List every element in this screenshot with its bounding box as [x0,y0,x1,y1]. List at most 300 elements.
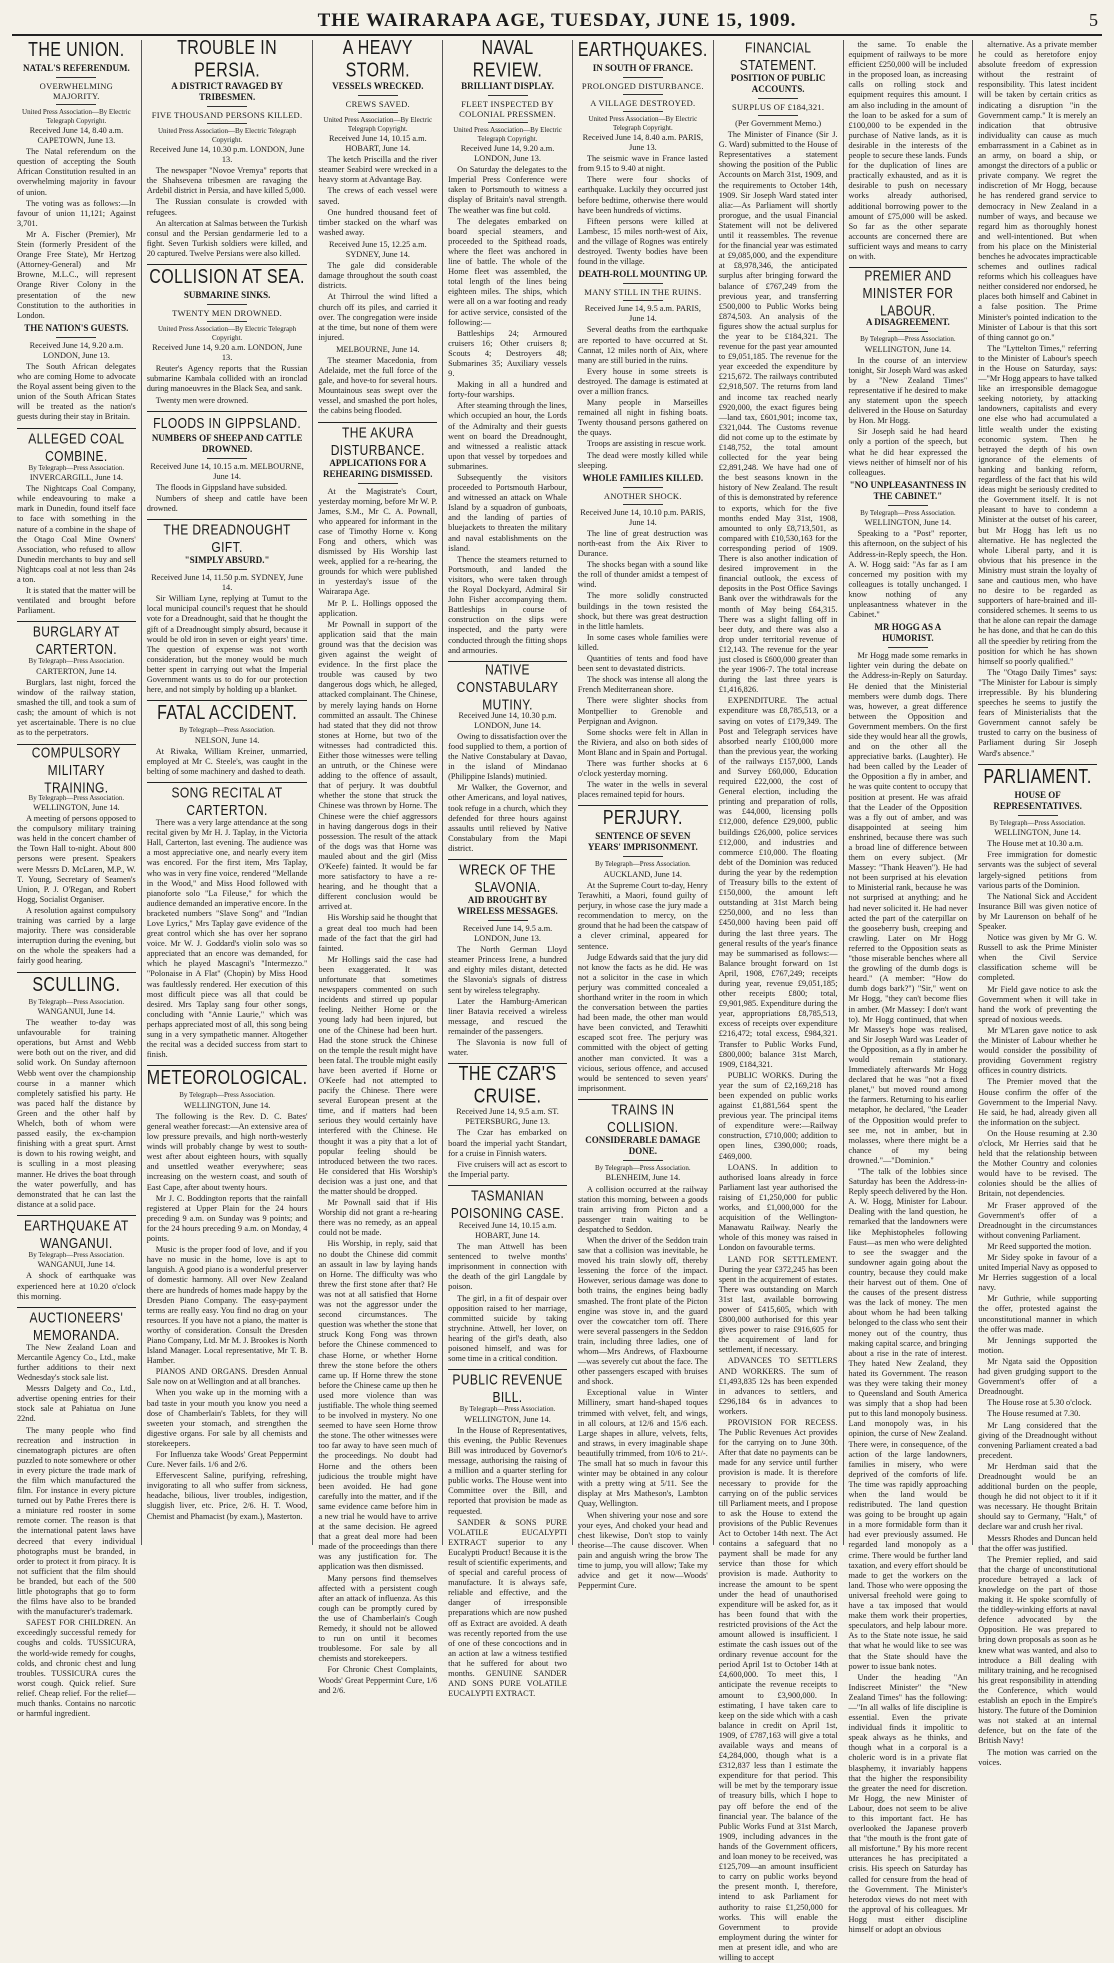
article-paragraph: Owing to dissatisfaction over the food supplied to them, a portion of the Native Constabulary at Davao, in the island of Mindanao (Philippine Islands) mutinied. [448,731,567,782]
article [17,39,136,321]
article-divider [578,805,708,806]
article [147,1065,308,1521]
column-7 [844,40,974,1935]
article-headline: PERJURY. [602,808,683,830]
article-paragraph: At the Supreme Court to-day, Henry Terawhiti, a Maori, found guilty of perjury, in whose case the jury made a recommendation to mercy, on the ground that he had been the catspaw of a clever criminal, appeared for sentence. [577,880,708,951]
article-paragraph: Mr M'Laren gave notice to ask the Minister of Labour whether he would consider the possibility of providing Government registry offices in country districts. [978,1025,1097,1076]
article-dateline: Received June 14, 9.5 a.m. ST. PETERSBURG, June 13. [456,1107,559,1127]
article-paragraph: One hundred thousand feet of timber stacked on the wharf was washed away. [318,207,438,237]
article [17,1307,136,1719]
article-paragraph: ADVANCES TO SETTLERS AND WORKERS. The sum of £1,493,835 12s has been expended in advances to settlers, and £296,184 6s in advances to workers. [718,1356,838,1416]
article-dateline: (Per Government Memo.) [735,119,822,128]
short-rule [623,283,663,284]
article-paragraph: The gale did considerable damage throughout the south coast districts. [318,261,438,291]
article-paragraph: The South African delegates who are coming Home to advocate the Royal assent being given to the union of the South African States will be treated as the nation's guests during their stay in Britain. [17,361,136,422]
article-paragraph: Messrs Dalgety and Co., Ltd., advertise opening entries for their stock sale at Pahiatua on June 22nd. [17,1384,136,1424]
article-subhead: SURPLUS OF £184,321. [731,102,825,112]
article-subhead: PROLONGED DISTURBANCE. [581,81,704,91]
article-paragraph: Free immigration for domestic servants was the subject of several largely-signed petitions from various parts of the Dominion. [978,850,1097,890]
article-paragraph: A resolution against compulsory training was carried by a large majority. There was considerable interruption during the evening, but on the whole the speakers had a fairly good hearing. [17,905,136,966]
column-8 [973,40,1102,1767]
article-paragraph: A collision occurred at the railway station this morning, between a goods train arriving from Picton and a passenger train waiting to be despatched to Seddon. [577,1184,708,1234]
article-paragraph: A shock of earthquake was experienced here at 10.20 o'clock this morning. [17,1271,136,1301]
article-divider [17,972,136,973]
article-byline: By Telegraph—Press Association. [28,997,125,1006]
article-byline: By Telegraph—Press Association. [860,335,956,344]
newspaper-title: THE WAIRARAPA AGE, TUESDAY, JUNE 15, 1909. [317,10,797,31]
column-5 [573,39,714,1591]
article [318,422,437,1696]
article-subhead: POSITION OF PUBLIC ACCOUNTS. [730,73,826,94]
article [147,519,308,695]
article [147,782,308,1060]
article-paragraph: A meeting of persons opposed to the compulsory military training was held in the concert chamber of the Town Hall to-night. About 800 persons were present. Speakers were Messrs D. McLaren, M.P., W. T. Young, Secretary of Seamen's Union, P. J. O'Regan, and Robert Hogg, Socialist Organiser. [17,814,136,904]
article-dateline: WELLINGTON, June 14. [464,1414,551,1424]
article-paragraph: The man Attwell has been sentenced to twelve months' imprisonment in connection with the death of the girl Langdale by poison. [448,1242,567,1292]
article-paragraph: Burglars, last night, forced the window of the railway station, smashed the till, and took a sum of cash; the amount of which is not yet ascertainable. There is no clue as to the perpetrators. [17,677,136,738]
article-headline: EARTHQUAKE AT WANGANUI. [23,1216,129,1252]
article-headline: FLOODS IN GIPPSLAND. [153,413,302,432]
article-paragraph: In the House of Representatives, this evening, the Public Revenues Bill was introduced by Governor's message, authorising the raising of a million and a quarter sterling for public works. The House went into Committee over the Bill, and reported that provision be made as requested. [448,1425,567,1516]
article-paragraph: Mr Reed supported the motion. [987,1241,1092,1251]
article [849,622,968,1935]
article-headline: AUCTIONEERS' MEMORANDA. [29,1308,124,1344]
column-1 [12,39,142,1719]
article-headline: WRECK OF THE SLAVONIA. [459,860,556,896]
article-headline: NATIVE CONSTABULARY MUTINY. [456,660,559,713]
article-dateline: Received June 14, 9.5 a.m. LONDON, June 13. [462,924,553,944]
article-paragraph: SAFEST FOR CHILDREN. An exceedingly successful remedy for coughs and colds. TUSSICURA, the world-wide remedy for coughs, colds, and chronic chest and lung troubles. TUSSICURA cures the worst cough. Quick relief. Sure relief. Cheap relief. For the relief—much thanks. Contains no narcotic or harmful ingredient. [17,1618,136,1719]
article-headline: THE DREADNOUGHT GIFT. [163,520,291,556]
article-paragraph: SANDER & SONS PURE VOLATILE EUCALYPTI EXTRACT superior to any Eucalypti Product! Because it is the result of scientific experiments, and of special and careful process of manufacture. It is always safe, reliable and effective, and the danger of irresponsible preparations which are now pushed off as Extract are avoided. A death was recently reported from the use of one of these concoctions and in an action at law a witness testified that he suffered for about two months. GENUINE SANDER AND SONS PURE VOLATILE EUCALYPTI EXTRACT. [448,1517,567,1699]
article-paragraph: Mr Guthrie, while supporting the offer, protested against the unconstitutional manner in which the offer was made. [978,1294,1097,1334]
article-subhead: BRILLIANT DISPLAY. [461,81,554,91]
article-paragraph: There were slighter shocks from Montpellier to Grenoble and Perpignan and Avignon. [577,696,708,726]
article-headline: SCULLING. [32,974,121,996]
article-paragraph: Many persons find themselves affected with a persistent cough after an attack of influenza. As this cough can be promptly cured by the use of Chamberlain's Cough Remedy, it should not be allowed to run on until it becomes troublesome. For sale by all chemists and storekeepers. [318,1573,438,1664]
article-paragraph: The Premier moved that the House confirm the offer of the Government to the Imperial Navy. He said, he had, already given all the information on the subject. [978,1077,1097,1127]
article-dateline: Received June 14, 10.30 p.m. LONDON, June 14. [458,710,557,730]
article-headline: TRAINS IN COLLISION. [607,1100,679,1136]
article-subhead: A DISAGREEMENT. [865,317,950,328]
article [17,428,136,617]
article-subhead: A VILLAGE DESTROYED. [590,98,696,108]
article-paragraph: There was a very large attendance at the song recital given by Mr H. J. Taplay, in the Victoria Hall, Carterton, last evening. The audience was a most appreciative one, and nearly every item was encored. For the first item, Mrs Taplay, who was in very fine voice, rendered "Mellande in the Wood," and Miss Hood followed with pianoforte solo "La Fileuse," for which the audience demanded an imperative encore. In the bracketed numbers "Slave Song" and "Indian Love Lyrics," Mrs Taplay gave evidence of the great control which she has over her soprano voice. Mr W. J. Goddard's violin solo was so appreciated that an encore was demanded, for which he played Mascagni's "Intermezzo." "Polonaise in A Flat" (Chopin) by Miss Hood was faultlessly rendered. Her execution of this most difficult piece was all that could be desired. Mrs Taplay sang four other songs, concluding with "Annie Laurie," which was perhaps appreciated most of all, this song being sung in a very sympathetic manner. Altogether the recital was a decided success from start to finish. [146,818,308,1060]
short-rule [623,111,663,112]
article-subhead: IN SOUTH OF FRANCE. [592,63,693,73]
article-paragraph: The ketch Priscilla and the river steamer Seabird were wrecked in a heavy storm at Advantage Bay. [318,155,438,185]
article-dateline: Received June 14, 10.30 p.m. LONDON, June 13. [149,145,305,165]
article-byline: United Press Association—By Electric Telegraph Copyright. [453,126,562,143]
article-paragraph: LOANS. In addition to authorised loans already in force Parliament last year authorised the raising of £1,250,000 for public works, and £1,000,000 for the acquisition of the Wellington-Manawatu Railway. Nearly the whole of this money was raised in London on favourable terms. [718,1162,838,1253]
article-paragraph: Mr Field gave notice to ask the Government when it will take in hand the work of preventing the spread of noxious weeds. [978,984,1097,1024]
short-rule [207,458,247,459]
article-dateline: Received June 14, 9.20 a.m. LONDON, June 13. [460,144,555,164]
article [318,345,437,417]
article [448,1063,567,1180]
article-dateline: WANGANUI, June 14. [37,1260,116,1270]
article-headline: FINANCIAL STATEMENT. [739,38,817,74]
article-paragraph: Mr J. C. Boddington reports that the rainfall registered at Upper Plain for the 24 hours preceding 9 a.m. on Sunday was 9 points; and for the 24 hours preceding 9 a.m. on Monday, 4 points. [146,1193,308,1244]
short-rule [623,94,663,95]
article-paragraph: The line of great destruction was north-east from the Aix River to Durance. [577,528,708,559]
article-headline: PUBLIC REVENUE BILL. [452,1370,563,1406]
article-paragraph: Exceptional value in Winter Millinery, smart hand-shaped toques trimmed with velvet, felt, and wings, in all colours, at 12/6 and 15/6 each. Large shapes in allure, velvets, felts, and straws, in every imaginable shape beautifully trimmed, from 10/6 to 21/-. The small hat so much in favour this winter may be obtained in any colour with a pretty wing at 5/11. See the display at Mrs Matheson's, Lambton Quay, Wellington. [577,1388,708,1509]
article-paragraph: "The talk of the lobbies since Saturday has been the Address-in-Reply speech delivered by the Hon. A. W. Hogg, Minister for Labour. Dealing with the land question, he remarked that the landowners were like Mephistopheles following Faust—as men who were delighted to see the swagger and the sundowner again going about the country, because they could make their harvest out of them. One of the causes of the present distress was the lack of money. The men about whom he had been talking belonged to the class who sent their money out of the country, thus making capital scarce, and bringing about a rise in the rate of interest. They hated New Zealand, they hated its Government. The reason was they were taking their money to Queensland and South America was simply that a shop had been put to this land monopoly business. Land monopoly was, in his opinion, the curse of New Zealand. There were, in consequence, of the action of the large landowners, families in misery, who were deprived of the comforts of life. The time was rapidly approaching when the land would be redistributed. The land question was going to be brought up again in a more formidable form than it had ever previously assumed. He regarded land monopoly as a crime. There would be further land taxation, and every effort should be made to get the workers on the land. Those who were opposing the universal freehold were going to have a tax imposed that would make them work their properties, speculators, and help labour more. As to the State note issue, he said that what he would like to see was that the State should have the power to issue bank notes. [848,1167,968,1671]
article-dateline: Received June 14, 9.20 a.m. LONDON, June 13. [29,340,124,360]
article-paragraph: For Influenza take Woods' Great Peppermint Cure. Never fails. 1/6 and 2/6. [146,1450,308,1470]
article-paragraph: Later the Hamburg-American liner Batavia received a wireless message, and rescued the remainder of the passengers. [448,996,567,1036]
article-byline: United Press Association—By Electric Telegraph Copyright. [323,116,433,133]
article-paragraph: The House met at 10.30 a.m. [987,839,1084,849]
article-paragraph: Subsequently the visitors proceeded to Portsmouth Harbour, and witnessed an attack on Whale Island by a squadron of gunboats, and the landing of parties of bluejackets to threaten the military and naval establishments on the island. [448,473,567,553]
article-paragraph: Mr Hogg made some remarks in lighter vein during the debate on the Address-in-Reply on Saturday. He denied that the Ministerial members were dumb dogs. There was, however, a great difference between the Opposition and Government members. On the first side they would hear all the growls, and on the other all the appreciative barks. (Laughter). He had been called by the Leader of the Opposition a fly in amber, and he was quite content to occupy that position at present. He was afraid that the Leader of the Opposition was a fly out of amber, and was disappointed at seeing him enshrined, because there was such a broad line of difference between them on every subject. (Mr Massey: "Thank Heaven"). He had not been surprised at his elevation to Ministerial rank, because he was not surprised at anything; and he had never solicited it. He had never acted the part of the caterpillar on the gooseberry bush, creeping and crawling. Later on Mr Hogg referred to the Opposition seats as "those miserable benches where all the growling of the dumb dogs is heard." (A member: "How do dumb dogs bark?") "Sir," went on Mr Hogg, "they can't become flies in amber. (Mr Massey: I don't want to). Mr Hogg continued, that when Mr Massey's hope was realised, and Sir Joseph Ward was Leader of the Opposition, as a fly in amber he would remain stationary. Immediately afterwards Mr Hogg declared that he was "not a fixed planet," but moved round among the farmers. Returning to his earlier metaphor, he declared, "the Leader of the Opposition would prefer to see me, not in amber, but in molasses, where there might be a chance of my being drowned."—"Dominion." [848,651,968,1165]
article-dateline: AUCKLAND, June 14. [603,869,683,879]
article-paragraph: Some shocks were felt in Allan in the Riviera, and also on both sides of Mont Blanc and in Spain and Portugal. [577,727,708,757]
article-dateline: Received June 14, 9.5 a.m. PARIS, June 14. [584,304,701,324]
short-rule [358,112,398,113]
article-byline: By Telegraph—Press Association. [28,1250,125,1259]
article-paragraph: When you wake up in the morning with a bad taste in your mouth you know you need a dose of Chamberlain's Tablets, for they will sweeten your stomach, and strengthen the digestive organs. For sale by all chemists and storekeepers. [146,1388,308,1448]
article-dateline: MELBOURNE, June 14. [336,344,420,354]
article-dateline: Received June 14, 10.15 a.m. HOBART, June 14. [328,134,427,154]
article-paragraph: In some cases whole families were killed. [577,632,708,652]
article-paragraph: LAND FOR SETTLEMENT. During the year £372,245 has been spent in the acquirement of estates. There was outstanding on March 31st last, available borrowing power of £415,605, which with £800,000 authorised for this year gives power to raise £916,605 for the acquirement of land for settlement, if necessary. [718,1254,838,1355]
article-headline: BURGLARY AT CARTERTON. [32,622,120,658]
page-number: 5 [1089,10,1098,30]
article-paragraph: The weather to-day was unfavourable for training operations, but Arnst and Webb were both out on the river, and did solid work. On Sunday afternoon Webb went over the championship course in a manner which completely satisfied his party. He was paced half the distance by Green and the other half by Whelch, both of whom were passed easily, the ex-champion finishing with a great spurt. Arnst is down to his rowing weight, and is sculling in a most pleasing manner. He drives the boat through the water powerfully, and has demonstrated that he can last the distance at a solid pace. [17,1018,136,1209]
article-headline: ALLEGED COAL COMBINE. [28,429,125,465]
article-paragraph: When the driver of the Seddon train saw that a collision was inevitable, he moved his train slowly off, thereby lessening the force of the impact. However, serious damage was done to both trains, the engines being badly smashed. The front plate of the Picton engine was stove in, and the guard over the cowcatcher torn off. There were several passengers in the Seddon train, including three ladies, one of whom—Mrs Andrews, of Flaxbourne—was severely cut about the face. The other passengers escaped with bruises and shock. [577,1235,708,1387]
article [147,700,308,777]
short-rule [488,95,528,96]
article [849,40,968,262]
masthead [12,8,1102,36]
article-paragraph: Sir Joseph said he had heard only a portion of the speech, but what he did hear expressed the views neither of himself nor of his colleagues. [848,427,968,477]
short-rule [623,487,663,488]
article-paragraph: After steaming through the lines, which occupied an hour, the Lords of the Admiralty and their guests went on board the Dreadnought, and witnessed a realistic attack upon that vessel by torpedoes and submarines. [448,401,567,471]
article-divider [978,764,1097,765]
article-byline: By Telegraph—Press Association. [989,818,1086,827]
article-subhead: AID BROUGHT BY WIRELESS MESSAGES. [457,895,558,916]
article-subhead: "NO UNPLEASANTNESS IN THE CABINET." [849,479,967,501]
article-dateline: BLENHEIM, June 14. [605,1173,681,1183]
article-dateline: WANGANUI, June 14. [37,1007,116,1016]
article-paragraph: When shivering your nose and sore your eyes, And choked your head and chest likewise, Don't stop to vainly theorise—The cause discover. When pain and anguish wring the brow The time to jump, you will allow; Take my advice and get it now—Woods' Peppermint Cure. [577,1510,708,1591]
article-paragraph: The "Lyttelton Times," referring to the Minister of Labour's speech in the House on Saturday, says:—"Mr Hogg appears to have talked like an irresponsible demagogue seeking notoriety, by attacking landowners, capitalists and every one else who had accumulated a little wealth under the existing economic system. Then he betrayed the depth of his own ignorance of the elements of banking and banking reform, regardless of the fact that his wild ideas might be seriously credited to the Government itself. It is not pleasant to have to condemn a Minister at the outset of his career, but Mr Hogg has left us no alternative. He has neglected the whole Liberal party, and it is obvious that his presence in the Ministry must strain the loyalty of sane and cautious men, who have no desire to be regarded as supporters of hare-brained and ill-considered schemes. It seems to us that he alone can repair the damage he has done, and that he can do this all the speedier by retiring from the position for which he has shown himself so poorly qualified." [978,343,1097,666]
article [578,269,708,471]
article-paragraph: Mr Jennings supported the motion. [978,1335,1097,1355]
article-byline: By Telegraph—Press Association. [595,860,691,869]
article [448,37,567,656]
article [978,40,1097,759]
article-dateline: WELLINGTON, June 14. [994,828,1081,838]
article-paragraph: The voting was as follows:—In favour of union 11,121; Against 3,701. [17,198,136,228]
article-paragraph: Notice was given by Mr G. W. Russell to ask the Prime Minister when the Civil Service classification scheme will be completed. [978,933,1097,983]
article-paragraph: The Russian consulate is crowded with refugees. [146,197,308,217]
article-paragraph: The water in the wells in several places remained tepid for hours. [577,780,708,800]
article-headline: PREMIER AND MINISTER FOR LABOUR. [862,266,954,320]
article [448,859,567,1058]
article-paragraph: On Saturday the delegates to the Imperial Press Conference were taken to Portsmouth to witness a display of Britain's naval strength. The weather was fine but cold. [448,165,567,215]
article [147,264,308,406]
short-rule [488,920,528,921]
article-paragraph: Battleships 24; Armoured cruisers 16; Other cruisers 8; Scouts 4; Destroyers 48; Submarines 35; Auxiliary vessels 9. [448,328,567,379]
article-subhead: OVERWHELMING MAJORITY. [39,81,114,101]
article-paragraph: Mr Pownall in support of the application said that the main ground was that the decision was given against the weight of evidence. In the first place the trouble was caused by two dangerous dogs which, he alleged, attacked complainant. The Chinese, by merely laying hands on Horne committed an assault. The Chinese had stated that they did not throw stones at Horne, but two of the witnesses had contradicted this. Either those witnesses were telling an untruth, or the Chinese were adding to the offence of assault, that of perjury. It was doubtful whether the stone that struck the Chinese was thrown by Horne. The Chinese were the chief aggressors in having dangerous dogs in their possession. The result of the attack of the dogs was that Horne was mauled about and the girl (Miss O'Keefe) fainted. It would be far more satisfactory to have a re-hearing, and he thought that a different conclusion would be arrived at. [318,619,438,912]
article-paragraph: Many people in Marseilles remained all night in fishing boats. Twenty thousand persons gathered on the quays. [577,398,708,438]
article-subhead: APPLICATIONS FOR A REHEARING DISMISSED. [323,457,433,479]
short-rule [207,569,247,570]
short-rule [56,337,96,338]
article-byline: United Press Association—By Electric Telegraph Copyright. [157,325,297,342]
article-divider [147,1065,308,1066]
article-headline: EARTHQUAKES. [577,39,708,61]
article-paragraph: Numbers of sheep and cattle have been drowned. [146,493,308,513]
short-rule [623,504,663,505]
article-paragraph: The many people who find recreation and instruction in cinematograph pictures are often puzzled to note somewhere or other in every picture the trade mark of the film which manufactured the film. For instance in every picture turned out by Pathe Freres there is a miniature red rooster in some remote corner. The reason is that the international patent laws have decreed that every individual photographs must be branded, in order to protect it from piracy. It is not sufficient that the film should be branded, but each of the 500 little photographs that go to form the films have also to be branded with the manufacturer's trademark. [17,1425,136,1617]
column-6 [714,38,844,1962]
article-subhead: CREWS SAVED. [345,99,410,109]
article-headline: NAVAL REVIEW. [472,37,543,82]
short-rule [623,300,663,301]
article-paragraph: Mr Herdman said that the Dreadnought would be an additional burden on the people, though he did not object to it if it was necessary. He thought Britain should say to Germany, "Halt," of declare war and crush her rival. [978,1461,1097,1532]
article-paragraph: Mr P. L. Hollings opposed the application. [318,598,438,618]
article-subhead: DEATH-ROLL MOUNTING UP. [578,269,708,280]
short-rule [888,505,928,506]
article-subhead: ANOTHER SHOCK. [603,490,682,501]
article-paragraph: The crews of each vessel were saved. [318,186,438,206]
article-paragraph: The shock was intense all along the French Mediterranean shore. [577,675,708,695]
article-dateline: Received June 14, 10.15 a.m. MELBOURNE, June 14. [150,461,304,481]
article-paragraph: EXPENDITURE. The actual expenditure was £8,785,513, or a saving on votes of £179,349. The Post and Telegraph services have absorbed nearly £100,000 more than the previous year, the working of the railways £157,000, Lands and Survey £60,000, Education required £22,000, the cost of General election, including the printing and preparation of rolls, was £44,000, licensing polls £12,000, defence £29,000, public buildings £26,000, police services £12,000, and industries and commerce £10,000. The floating debt of the Dominion was reduced during the year by the redemption of Treasury bills to the extent of £150,000, the amount left outstanding at 31st March being £250,000, and no less than £450,000 having been paid off during the last three years. The general results of the year's finance may be summarised as follows:—Balance brought forward on 1st April, 1908, £767,249; receipts during year, revenue £9,051,185; other receipts £800; total, £9,901,985. Expenditure during the year, appropriations £8,785,513, excess of receipts over expenditure £216,472; total excess, £984,321. Transfer to Public Works Fund, £800,000; balance 31st March, 1909, £184,321. [718,696,838,1069]
article-paragraph: His Worship, in reply, said that no doubt the Chinese did commit an assault in law by laying hands on Horne. The difficulty was who threw the first stone after that? He was not at all satisfied that Horne was not the aggressor under the second circumstances. The question was whether the stone that struck Kong Fong was thrown before the Chinese commenced to chase Horne, or whether Horne threw the stone before the others came up. If Horne threw the stone before the Chinese came up then he used more violence than was justifiable. The whole thing seemed to be involved in mystery. No one seemed to have seen Horne throw the stone. The other witnesses were too far away to have seen much of the proceedings. No doubt had Horne and the others been judicious the trouble might have been avoided. He had gone carefully into the matter, and if the same evidence came before him in a new trial he would have to arrive at the same decision. He agreed that a great deal more had been made of the proceedings than there was any justification for. The application was then dismissed. [318,1239,438,1572]
article-paragraph: Mr Pownall said that if His Worship did not grant a re-hearing there was no remedy, as an appeal could not be made. [318,1198,438,1238]
article-paragraph: There were four shocks of earthquake. Luckily they occurred just before bedtime, otherwise there would have been hundreds of victims. [577,175,708,215]
article [318,37,438,238]
article-paragraph: Mr Hollings said the case had been exaggerated. It was unfortunate that sometimes newspapers commented on such incidents and stirred up popular feeling. Neither Horne or the young lady had been injured, but one of the Chinese had been hurt. Had the stone struck the Chinese on the temple the result might have been fatal. The trouble might easily have been averted if Horne or O'Keefe had not attempted to pacify the Chinese. There were several European present at the time, and if matters had been serious they would certainly have interfered with the Chinese. He thought it was a pity that a lot of popular feeling should be introduced between the two races. He considered that His Worship's decision was a just one, and that the matter should be dropped. [318,954,438,1196]
article-paragraph: Making in all a hundred and forty-four warships. [448,380,567,400]
article-byline: By Telegraph—Press Association. [179,1091,275,1100]
column-3 [313,37,443,1695]
article-paragraph: the same. To enable the equipment of railways to be more efficient £250,000 will be included in the proposed loan, as increasing calls on rolling stock and equipment requires this amount. I am also including in the amount of the loan to be asked for a sum of £100,000 to be expended in the purchase of Native lands, as it is desirable in the interests of the people to secure these lands. Funds for the duplication of lines are practically exhausted, and as it is desirable to push on necessary works already authorised, additional borrowing power to the amount of £75,000 will be asked. So far as the other separate accounts are concerned there are sufficient ways and means to carry on with. [848,40,968,261]
short-rule [207,123,247,124]
column-4 [443,37,573,1699]
newspaper-columns [12,37,1102,1962]
article-paragraph: At the Magistrate's Court, yesterday morning, before Mr W. P. James, S.M., Mr C. A. Pownall, who appeared for informant in the case of Timothy Horne v. Kong Fong and others, which was dismissed by His Worship last week, applied for a re-hearing, the grounds for which were published in yesterday's issue of the Wairarapa Age. [318,486,438,597]
article-paragraph: Five cruisers will act as escort to the Imperial party. [448,1159,567,1179]
article [17,323,136,423]
article-paragraph: PROVISION FOR RECESS. The Public Revenues Act provides for the carrying on to June 30th. After that date no payments can be made for any service until further provision is made. It is therefore necessary to provide for the carrying on of the public services till Parliament meets, and I propose to ask the House to extend the provisions of the Public Revenues Act to October 14th next. The Act contains a safeguard that no payment shall be made for any service than those for which provision is made. Authority to increase the amount to be spent under the head of unauthorised expenditure will be asked for, as it has been found that with the restricted provisions of the Act the amount allowed is insufficient. I estimate the cash issues out of the ordinary revenue account for the period April 1st to October 14th at £4,600,000. To meet this, I anticipate the revenue receipts to amount to £3,900,000. In estimating, I have taken care to keep on the side which with a cash balance in credit on April 1st, 1909, of £787,163 will give a total available ways and means of £4,284,000, though what is a £312,837 less than I estimate the expenditure for that period. This will be met by the temporary issue of treasury bills, which I hope to pay off before the end of the financial year. The balance of the Public Works Fund at 31st March, 1909, including advances in the hands of the Government officers, and loan money to be received, was £125,709—an amount insufficient to carry on public works beyond the present month. I, therefore, intend to ask Parliament for authority to raise £1,250,000 for works. This will enable the Government to provide employment during the winter for men at present idle, and who are willing to accept [718,1418,838,1962]
article-dateline: INVERCARGILL, June 14. [29,473,123,483]
article-dateline: Received June 14, 10.15 a.m. HOBART, June 14. [458,1220,557,1240]
article-paragraph: Fifteen persons were killed at Lambesc, 15 miles north-west of Aix, and the village of Rognes was entirely destroyed. Twenty bodies have been found in the village. [577,216,708,267]
article-byline: By Telegraph—Press Association. [179,726,275,735]
article-paragraph: Mr Walker, the Governor, and other Americans, and loyal natives, took refuge in a church, which they defended for three hours against assaults until relieved by Native Constabulary from the Mapi district. [448,783,567,853]
article [978,764,1097,1768]
article-subhead: FIVE THOUSAND PERSONS KILLED. [151,110,303,120]
short-rule [1018,815,1058,816]
article-paragraph: The Czar has embarked on board the imperial yacht Standart, for a cruise in Finnish waters. [448,1128,567,1158]
article-dateline: WELLINGTON, June 14. [864,518,952,528]
article-subhead: NUMBERS OF SHEEP AND CATTLE DROWNED. [151,432,303,454]
article-byline: By Telegraph—Press Association. [28,463,125,472]
article-paragraph: Quantities of tents and food have been sent to devastated districts. [577,654,708,674]
article-headline: THE AKURA DISTURBANCE. [330,423,425,459]
article-paragraph: His Worship said he thought that a great deal too much had been made of the fact that the girl had fainted. [318,913,438,953]
article-paragraph: Mr A. Fischer (Premier), Mr Stein (formerly President of the Orange Free State), Mr Hertzog (Attorney-General) and Mr Browne, M.L.C., will represent Orange River Colony in the presentation of the new Constitution to the authorities in London. [17,229,136,320]
article-byline: By Telegraph—Press Association. [28,657,125,666]
article-paragraph: On the House resuming at 2.30 o'clock, Mr Herries said that he held that the relationship between the Mother Country and colonies would have to be revised. The colonies should be the allies of Britain, not dependencies. [978,1128,1097,1199]
article-dateline: WELLINGTON, June 14. [864,344,952,354]
article-paragraph: Twenty men were drowned. [155,395,249,405]
article-paragraph: The New Zealand Loan and Mercantile Agency Co., Ltd., make further additions to their next Wednesday's stock sale list. [17,1342,136,1383]
article-headline: COLLISION AT SEA. [149,266,305,289]
article-divider [318,422,437,423]
article-paragraph: The National Sick and Accident Insurance Bill was given notice of by Mr Laurenson on behalf of he Speaker. [978,891,1097,931]
article-subhead: FLEET INSPECTED BY COLONIAL PRESSMEN. [459,99,556,119]
article-byline: United Press Association—By Electric Telegraph Copyright. [157,127,297,144]
article-paragraph: The House rose at 5.30 o'clock. [987,1398,1092,1408]
article-dateline: Received June 14, 8.40 a.m. CAPETOWN, June 13. [29,126,124,146]
article-paragraph: The more solidly constructed buildings in the town resisted the shock, but there was great destruction in the little hamlets. [577,591,708,631]
article-dateline: Received June 14, 8.40 a.m. PARIS, June 13. [582,133,704,153]
article-paragraph: The Slavonia is now full of water. [448,1038,567,1058]
article-byline: By Telegraph—Press Association. [459,1405,556,1414]
article-paragraph: Under the heading "An Indiscreet Minister" the "New Zealand Times" has the following:—"In all walks of life discipline is essential. Even the private individual finds it impolitic to speak always as he thinks, and though what in a corporal is a choleric word is in a private flat blasphemy, it invariably happens that the higher the responsibility the greater the need for discretion. Mr Hogg, the new Minister of Labour, does not seem to be alive to this important fact. He has overlooked the Japanese proverb that "the mouth is the front gate of all misfortune." By his more recent utterances he has precipitated a crisis. His speech on Saturday has called for censure from the head of the Government. The Minister's heterodox views do not meet with the approval of his colleagues. Mr Hogg must either discipline himself or adopt an obvious [848,1672,968,1935]
article-headline: PARLIAMENT. [983,766,1092,788]
article [17,1215,136,1302]
short-rule [358,95,398,96]
article [17,744,136,967]
article [146,37,308,259]
article-paragraph: Every house in some streets is destroyed. The damage is estimated at over a million francs. [577,366,708,396]
article-paragraph: At Riwaka, William Kreiner, unmarried, employed at Mr C. Steele's, was caught in the belting of some machinery and dashed to death. [146,746,308,776]
article-paragraph: PIANOS AND ORGANS. Dresden Annual Sale now on at Wellington and at all branches. [146,1367,308,1387]
article-paragraph: The North German Lloyd steamer Princess Irene, a hundred and eighty miles distant, detected the Slavonia's signals of distress sent by wireless telegraphy. [448,945,567,995]
article [448,1369,567,1699]
article-dateline: CARTERTON, June 14. [36,666,117,676]
article [17,972,136,1210]
article-dateline: Received June 14, 9.20 a.m. LONDON, June 13. [152,343,303,363]
article-headline: COMPULSORY MILITARY TRAINING. [31,743,121,796]
article-paragraph: The dead were mostly killed while sleeping. [577,450,708,470]
article [577,39,708,267]
article-paragraph: The seismic wave in France lasted from 9.15 to 9.40 at night. [577,154,708,174]
short-rule [623,856,663,857]
article-byline: By Telegraph—Press Association. [860,508,956,517]
article-paragraph: The "Otago Daily Times" says: "The Minister for Labour is simply irrepressible. By his blundering speeches he seems to justify the fears of Ministerialists that the Government cannot safely be trusted to carry on the business of Parliament during Sir Joseph Ward's absence." [978,667,1097,758]
article-paragraph: Judge Edwards said that the jury did not know the facts as he did. He was not a solicitor in the case in which perjury was committed concealed a shorthand writer in the room in which the conversation between the parties had been made, the other man would have been convicted, and Terawhiti escaped scot free. The perjury was committed with the object of getting another man convicted. It was a vicious, serious offence, and accused would be sentenced to seven years' imprisonment. [577,952,708,1093]
short-rule [888,647,928,648]
article-subhead: A DISTRICT RAVAGED BY TRIBESMEN. [171,81,283,102]
article-headline: THE CZAR'S CRUISE. [458,1063,557,1108]
article-subhead: SENTENCE OF SEVEN YEARS' IMPRISONMENT. [587,831,698,853]
article-dateline: Received June 14, 11.50 p.m. SYDNEY, June 14. [151,573,304,593]
article-subhead: CONSIDERABLE DAMAGE DONE. [585,1134,701,1156]
article [718,38,838,1963]
article-paragraph: There was further shocks at 6 o'clock yesterday morning. [577,758,708,779]
article-paragraph: The Nightcaps Coal Company, while endeavouring to make a mark in Dunedin, found itself face to face with something in the nature of a combine in the shape of the Otago Coal Mine Owners' Association, who refused to allow Dunedin merchants to buy and sell Nightcaps coal at not less than 24s a ton. [17,484,136,584]
article-paragraph: Several deaths from the earthquake are reported to have occurred at St. Cannat, 12 miles north of Aix, where many are still buried in the ruins. [577,325,708,365]
article-headline: FATAL ACCIDENT. [157,702,298,725]
article-paragraph: At Thirroul the wind lifted a church off its piles, and carried it over. The congregation were inside at the time, but none of them were injured. [318,292,438,342]
article-paragraph: The Premier replied, and said that the charge of unconstitutional procedure betrayed a lack of knowledge on the part of those making it. He spoke scornfully of the tiddley-winking efforts at naval defence advocated by the Opposition. He was prepared to bring down proposals as soon as he knew what was wanted, and also to introduce a Bill dealing with military training, and he recognised his great responsibility in attending the Conference, which would establish an epoch in the Empire's history. The future of the Dominion was not staked at an internal defence, but on the fate of the British Navy! [978,1554,1097,1746]
article-divider [147,700,308,701]
article [849,480,968,620]
column-2 [142,37,314,1545]
article-subhead: WHOLE FAMILIES KILLED. [582,472,704,483]
article-subhead: MANY STILL IN THE RUINS. [584,287,702,298]
article-paragraph: The shocks began with a sound like the roll of thunder amidst a tempest of wind. [577,560,708,590]
article-paragraph: The following is the Rev. D. C. Bates' general weather forecast:—An extensive area of low pressure prevails, and high north-westerly winds will probably change by west to south-west after about eighteen hours, with squally and unsettled weather everywhere; seas increasing on the western coast, and south of East Cape, after about twenty hours. [146,1111,308,1192]
article-subhead: THE NATION'S GUESTS. [24,322,129,333]
article [147,411,308,514]
article-paragraph: Music is the proper food of love, and if you have no music in the home, love is apt to languish. A good piano is a wonderful preserver of domestic harmony. All over New Zealand there are hundreds of homes made happy by the Dresden Piano Company. The easy-payment terms are really easy. You find no drag on your resources. If you have not a piano, the matter is worthy of consideration. Consult the Dresden Piano Company, Ltd. Mr M. J. Brookes is North Island Manager. Local representative, Mr T. B. Hamber. [146,1245,308,1366]
article-paragraph: Speaking to a "Post" reporter, this afternoon, on the subject of his Address-in-Reply speech, the Hon. A. W. Hogg said: "As far as I am concerned my position with my colleagues is totally unchanged. I know nothing of any unpleasantness whatever in the Cabinet." [848,529,968,620]
short-rule [56,104,96,105]
article-paragraph: The floods in Gippsland have subsided. [155,482,288,492]
article [578,805,708,1094]
article-paragraph: Mr Fraser approved of the Government's offer of a Dreadnought in the circumstances without convening Parliament. [978,1200,1097,1240]
article [578,1099,708,1591]
article-paragraph: Troops are assisting in rescue work. [586,439,706,449]
article-headline: THE UNION. [28,39,125,61]
article-byline: United Press Association—By Electric Telegraph Copyright. [588,115,698,132]
short-rule [207,321,247,322]
article-paragraph: The motion was carried on the voices. [978,1747,1097,1767]
article-paragraph: alternative. As a private member he could as heretofore enjoy absolute freedom of expression without the restraint of responsibility. This latest incident will be taken by certain critics as indicating a disruption "in the Government camp." It is merely an indication that obtrusive individuality can cause as much embarrassment in a Cabinet as in an army, on board a ship, or amongst the directors of a public or private company. We regret the indiscretion of Mr Hogg, because he has rendered grand service to democracy in New Zealand in a number of ways, and because we regard him as thoroughly honest and well-intentioned. But when from his place on the Ministerial benches he advocates impracticable schemes and outlines radical reforms which his colleagues have neither considered nor endorsed, he places both himself and Cabinet in a false position. The Prime Minister's pointed indication to the Minister of Labour is that this sort of thing cannot go on." [978,40,1097,342]
article-subhead: SUBMARINE SINKS. [183,290,271,301]
article [448,1185,567,1364]
article-dateline: WELLINGTON, June 14. [183,1100,271,1110]
short-rule [358,483,398,484]
short-rule [623,77,663,78]
article-paragraph: The newspaper "Novoe Vremya" reports that the Shahsevena tribesmen are ravaging the Ardebil district in Persia, and have killed 5,000. [146,166,308,196]
article [17,621,136,738]
article-byline: By Telegraph—Press Association. [595,1163,691,1172]
article [578,473,708,801]
article-paragraph: An altercation at Salmas between the Turkish consul and the Persian gendarmerie led to a fight. Seven Turkish soldiers were killed, and 20 captured. Twelve Persians were also killed. [146,218,308,258]
article-subhead: NATAL'S REFERENDUM. [23,63,130,73]
short-rule [207,304,247,305]
article-paragraph: The Minister of Finance (Sir J. G. Ward) submitted to the House of Representatives a statement showing the position of the Public Accounts on March 31st, 1909, and the requirements to October 14th, 1909. Sir Joseph Ward stated inter alia:—As Parliament will shortly prorogue, and the usual Financial Statement will not be delivered until it reassembles. The revenue for the financial year was estimated at £9,085,000, and the expenditure at £8,978,346, the anticipated surplus after bringing forward the balance of £767,249 from the previous year, and transferring £500,000 to Public Works being £874,503. An analysis of the figures show the actual surplus for the year to be £184,321. The revenue for the past year amounted to £9,051,185. The revenue for the year exceeded the expenditure by £215,672. The railways contributed £2,918,507. The returns from land and income tax reached nearly £920,000, the exact figures being—land tax, £601,901; income tax, £321,044. The Customs revenue did not come up to the estimate by £148,752, the total amount collected for the year being £2,891,248. We have had one of the best seasons known in the history of New Zealand. The result of this is demonstrated by reference to exports, which for the five months ended May 31st, 1908, amounted to only £8,713,501, as compared with £10,530,163 for the corresponding period of 1909. There is also another indication of desired improvement in the financial outlook, the excess of deposits in the Post Office Savings Bank over the withdrawals for the month of May being £64,315. There was a slight falling off in beer duty, and there was also a drop under territorial revenue of £12,143. The revenue for the year just closed is £600,000 greater than the year 1906-7. The total increase during the last three years is £1,416,826. [718,130,838,695]
article-paragraph: PUBLIC WORKS. During the year the sum of £2,169,218 has been expended on public works against £1,881,564 spent the previous year. The principal items of expenditure were:—Railway construction, £710,000; addition to open lines, £390,000; roads, £469,000. [718,1070,838,1161]
article-paragraph: Mr Lang considered that the giving of the Dreadnought without convening Parliament created a bad precedent. [978,1420,1097,1460]
article-divider [147,264,308,265]
article-paragraph: Mr Ngata said the Opposition had given grudging support to the Government's offer of a Dreadnought. [978,1356,1097,1397]
article-divider [147,411,308,412]
article-dateline: Received June 15, 12.25 a.m. SYDNEY, June 14. [328,239,427,260]
article-divider [17,428,136,429]
article-paragraph: It is stated that the matter will be ventilated and brought before Parliament. [17,586,136,616]
article-headline: TROUBLE IN PERSIA. [177,37,278,82]
short-rule [488,122,528,123]
article-subhead: VESSELS WRECKED. [332,81,424,91]
short-rule [623,1160,663,1161]
article-paragraph: Effervescent Saline, purifying, refreshing, invigorating to all who suffer from sickness, headache, bilious, liver troubles, indigestion, sluggish liver, etc. Price, 2/6. H. T. Wood, Chemist and Phamacist (by exam.), Masterton. [146,1471,308,1521]
short-rule [758,98,798,99]
article [318,240,437,343]
article-paragraph: For Chronic Chest Complaints, Woods' Great Peppermint Cure, 1/6 and 2/6. [318,1665,438,1695]
article-paragraph: The Natal referendum on the question of accepting the South African Constitution resulted in an overwhelming majority in favour of union. [17,147,136,197]
article-paragraph: The girl, in a fit of despair over opposition raised to her marriage, committed suicide by taking strychnine. Attwell, her lover, on hearing of the girl's death, also poisoned himself, and was for some time in a critical condition. [448,1293,567,1364]
article-dateline: NELSON, June 14. [194,735,260,745]
article-paragraph: Mr Sidey spoke in favour of a united Imperial Navy as opposed to Mr Herries suggestion of a local navy. [978,1253,1097,1293]
article-paragraph: Sir William Lyne, replying at Tumut to the local municipal council's request that he should vote for a Dreadnought, said that he thought the gift of a Dreadnought simply absurd, because it would be old iron in seven or eight years' time. The question of expense was not worth consideration, but the money would be much better spent in carrying out what the Imperial Government wants us to do for our protection here, and not simply by holding up a blanket. [146,594,308,695]
article-paragraph: Thence the steamers returned to Portsmouth, and landed the visitors, who were taken through the Royal Dockyard, Admiral Sir John Fisher accompanying them. Battleships in course of construction on the slips were inspected, and the party were conducted through the fitting shops and armouries. [448,554,567,655]
article-paragraph: The steamer Macedonia, from Adelaide, met the full force of the gale, and hove-to for several hours. Mountainous seas swept over the vessel, and smashed the port holes, the cabins being flooded. [318,355,438,416]
